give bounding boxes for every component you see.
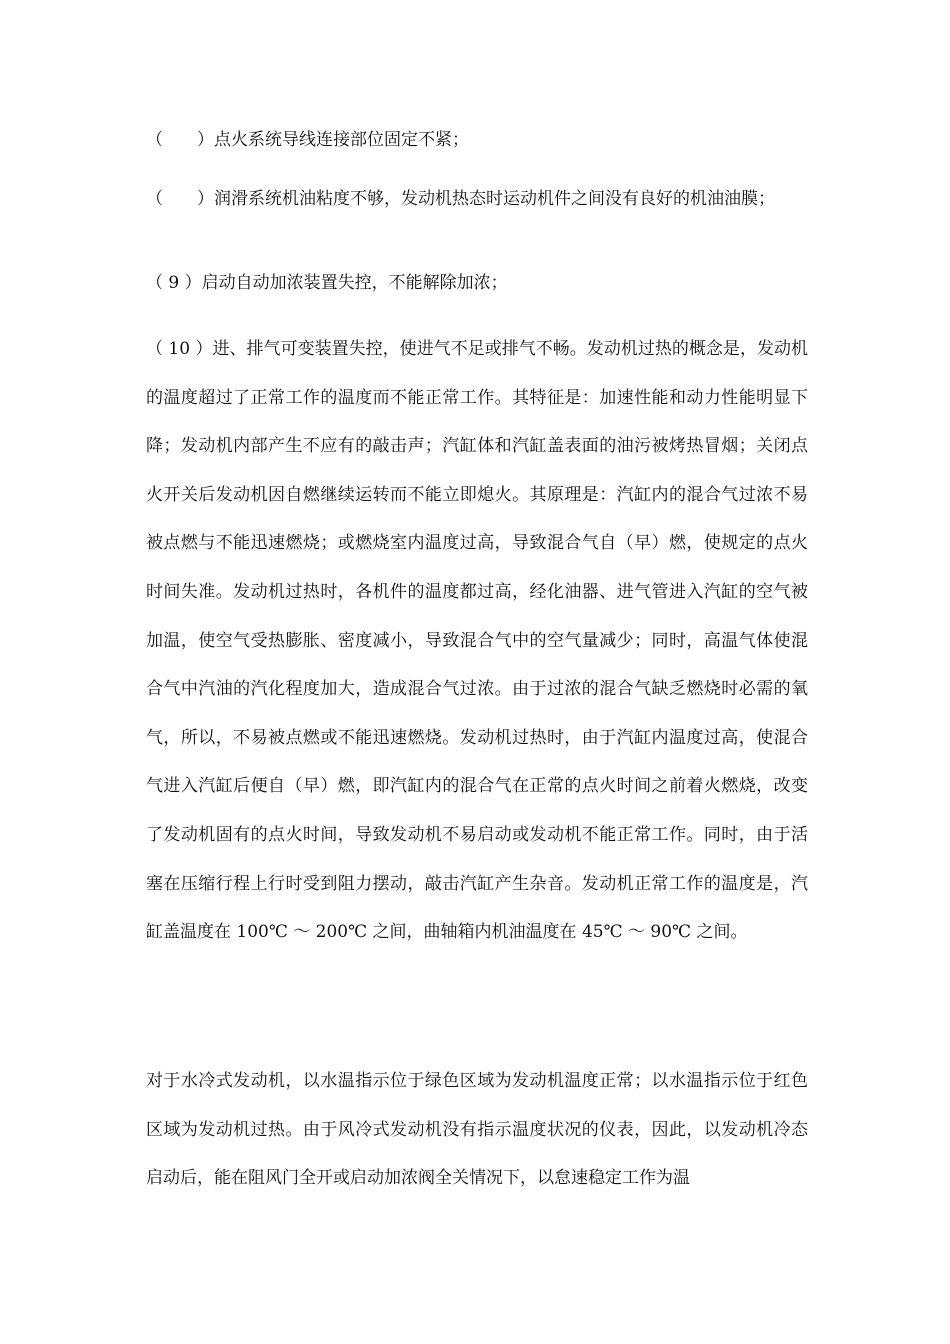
paragraph-choke-control: （ 9 ）启动自动加浓装置失控，不能解除加浓； xyxy=(146,273,508,293)
paragraph-temperature-indication: 对于水冷式发动机，以水温指示位于绿色区域为发动机温度正常；以水温指示位于红色区域为发动机过热。由于风冷式发动机没有指示温度状况的仪表，因此，以发动机冷态启动后，能在阻风门全开或启动加浓阀全关情况下，以怠速稳定工作为温 xyxy=(146,1071,808,1189)
paragraph-ignition-wire: （ ）点火系统导线连接部位固定不紧； xyxy=(146,130,469,150)
paragraph-overheating-explanation: （ 10 ）进、排气可变装置失控，使进气不足或排气不畅。发动机过热的概念是，发动机的温度超过了正常工作的温度而不能正常工作。其特征是：加速性能和动力性能明显下降；发动机内部产生不应有的敲击声；汽缸体和汽缸盖表面的油污被烤热冒烟；关闭点火开关后发动机因自燃继续运转而不能立即熄火。其原理是：汽缸内的混合气过浓不易被点燃与不能迅速燃烧；或燃烧室内温度过高，导致混合气自（早）燃，使规定的点火时间失准。发动机过热时，各机件的温度都过高，经化油器、进气管进入汽缸的空气被加温，使空气受热膨胀、密度减小，导致混合气中的空气量减少；同时，高温气体使混合气中汽油的汽化程度加大，造成混合气过浓。由于过浓的混合气缺乏燃烧时必需的氧气，所以，不易被点燃或不能迅速燃烧。发动机过热时，由于汽缸内温度过高，使混合气进入汽缸后便自（早）燃，即汽缸内的混合气在正常的点火时间之前着火燃烧，改变了发动机固有的点火时间，导致发动机不易启动或发动机不能正常工作。同时，由于活塞在压缩行程上行时受到阻力摆动，敲击汽缸产生杂音。发动机正常工作的温度是，汽缸盖温度在 100℃ ～ 200℃ 之间，曲轴箱内机油温度在 45℃ ～ 90℃ 之间。 xyxy=(146,339,808,943)
paragraph-oil-viscosity: （ ）润滑系统机油粘度不够，发动机热态时运动机件之间没有良好的机油油膜； xyxy=(146,189,775,209)
